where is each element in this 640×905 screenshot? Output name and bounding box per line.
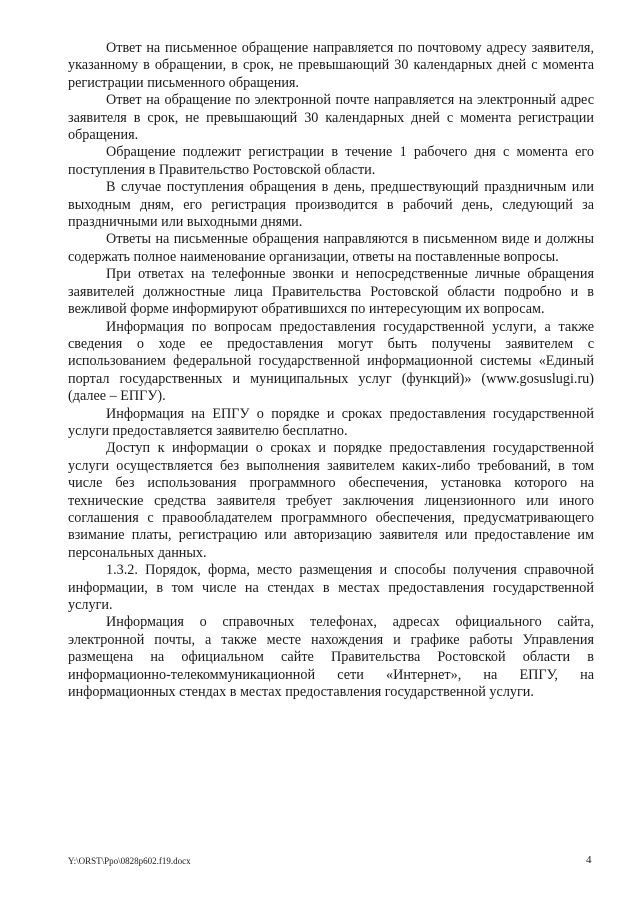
page-number: 4 — [586, 854, 592, 866]
paragraph-written-reply: Ответ на письменное обращение направляется по почтовому адресу заявителя, указанному в обращении, в срок, не превышающий 30 календарных дней с момента регистрации письменного обращения. — [68, 40, 594, 91]
paragraph-access-info: Доступ к информации о сроках и порядке предоставления государственной услуги осуществляется без выполнения заявителем каких-либо требований, в том числе без использования программного обеспечения, установка которого на технические средства заявителя требует заключения лицензионного или иного соглашения с правообладателем программного обеспечения, предусматривающего взимание платы, регистрацию или авторизацию заявителя или предоставление им персональных данных. — [68, 440, 594, 561]
paragraph-epgu-info: Информация по вопросам предоставления государственной услуги, а также сведения о ходе ее предоставления могут быть получены заявителем с использованием федеральной государственной информационной системы «Единый портал государственных и муниципальных услуг (функций)» (www.gosuslugi.ru) (далее – ЕПГУ). — [68, 318, 594, 405]
paragraph-reference-info: Информация о справочных телефонах, адресах официального сайта, электронной почты, а также месте нахождения и графике работы Управления размещена на официальном сайте Правительства Ростовской области в информационно-телекоммуникационной сети «Интернет», на ЕПГУ, на информационных стендах в местах предоставления государственной услуги. — [68, 614, 594, 701]
section-heading-1-3-2: 1.3.2. Порядок, форма, место размещения и способы получения справочной информации, в том числе на стендах в местах предоставления государственной услуги. — [68, 562, 594, 613]
document-body — [68, 40, 594, 701]
paragraph-holiday-registration: В случае поступления обращения в день, предшествующий праздничным или выходным дням, его регистрация производится в рабочий день, следующий за праздничными или выходными днями. — [68, 179, 594, 231]
footer-file-path: Y:\ORST\Ppo\0828p602.f19.docx — [68, 856, 191, 866]
paragraph-phone-calls: При ответах на телефонные звонки и непосредственные личные обращения заявителей должностные лица Правительства Ростовской области подробно и в вежливой форме информируют обратившихся по интересующим их вопросам. — [68, 266, 594, 318]
paragraph-email-reply: Ответ на обращение по электронной почте направляется на электронный адрес заявителя в срок, не превышающий 30 календарных дней с момента регистрации обращения. — [68, 92, 594, 144]
paragraph-free-info: Информация на ЕПГУ о порядке и сроках предоставления государственной услуги предоставляется заявителю бесплатно. — [68, 405, 594, 439]
paragraph-registration: Обращение подлежит регистрации в течение 1 рабочего дня с момента его поступления в Правительство Ростовской области. — [68, 144, 594, 178]
paragraph-reply-content: Ответы на письменные обращения направляются в письменном виде и должны содержать полное наименование организации, ответы на поставленные вопросы. — [68, 231, 594, 265]
